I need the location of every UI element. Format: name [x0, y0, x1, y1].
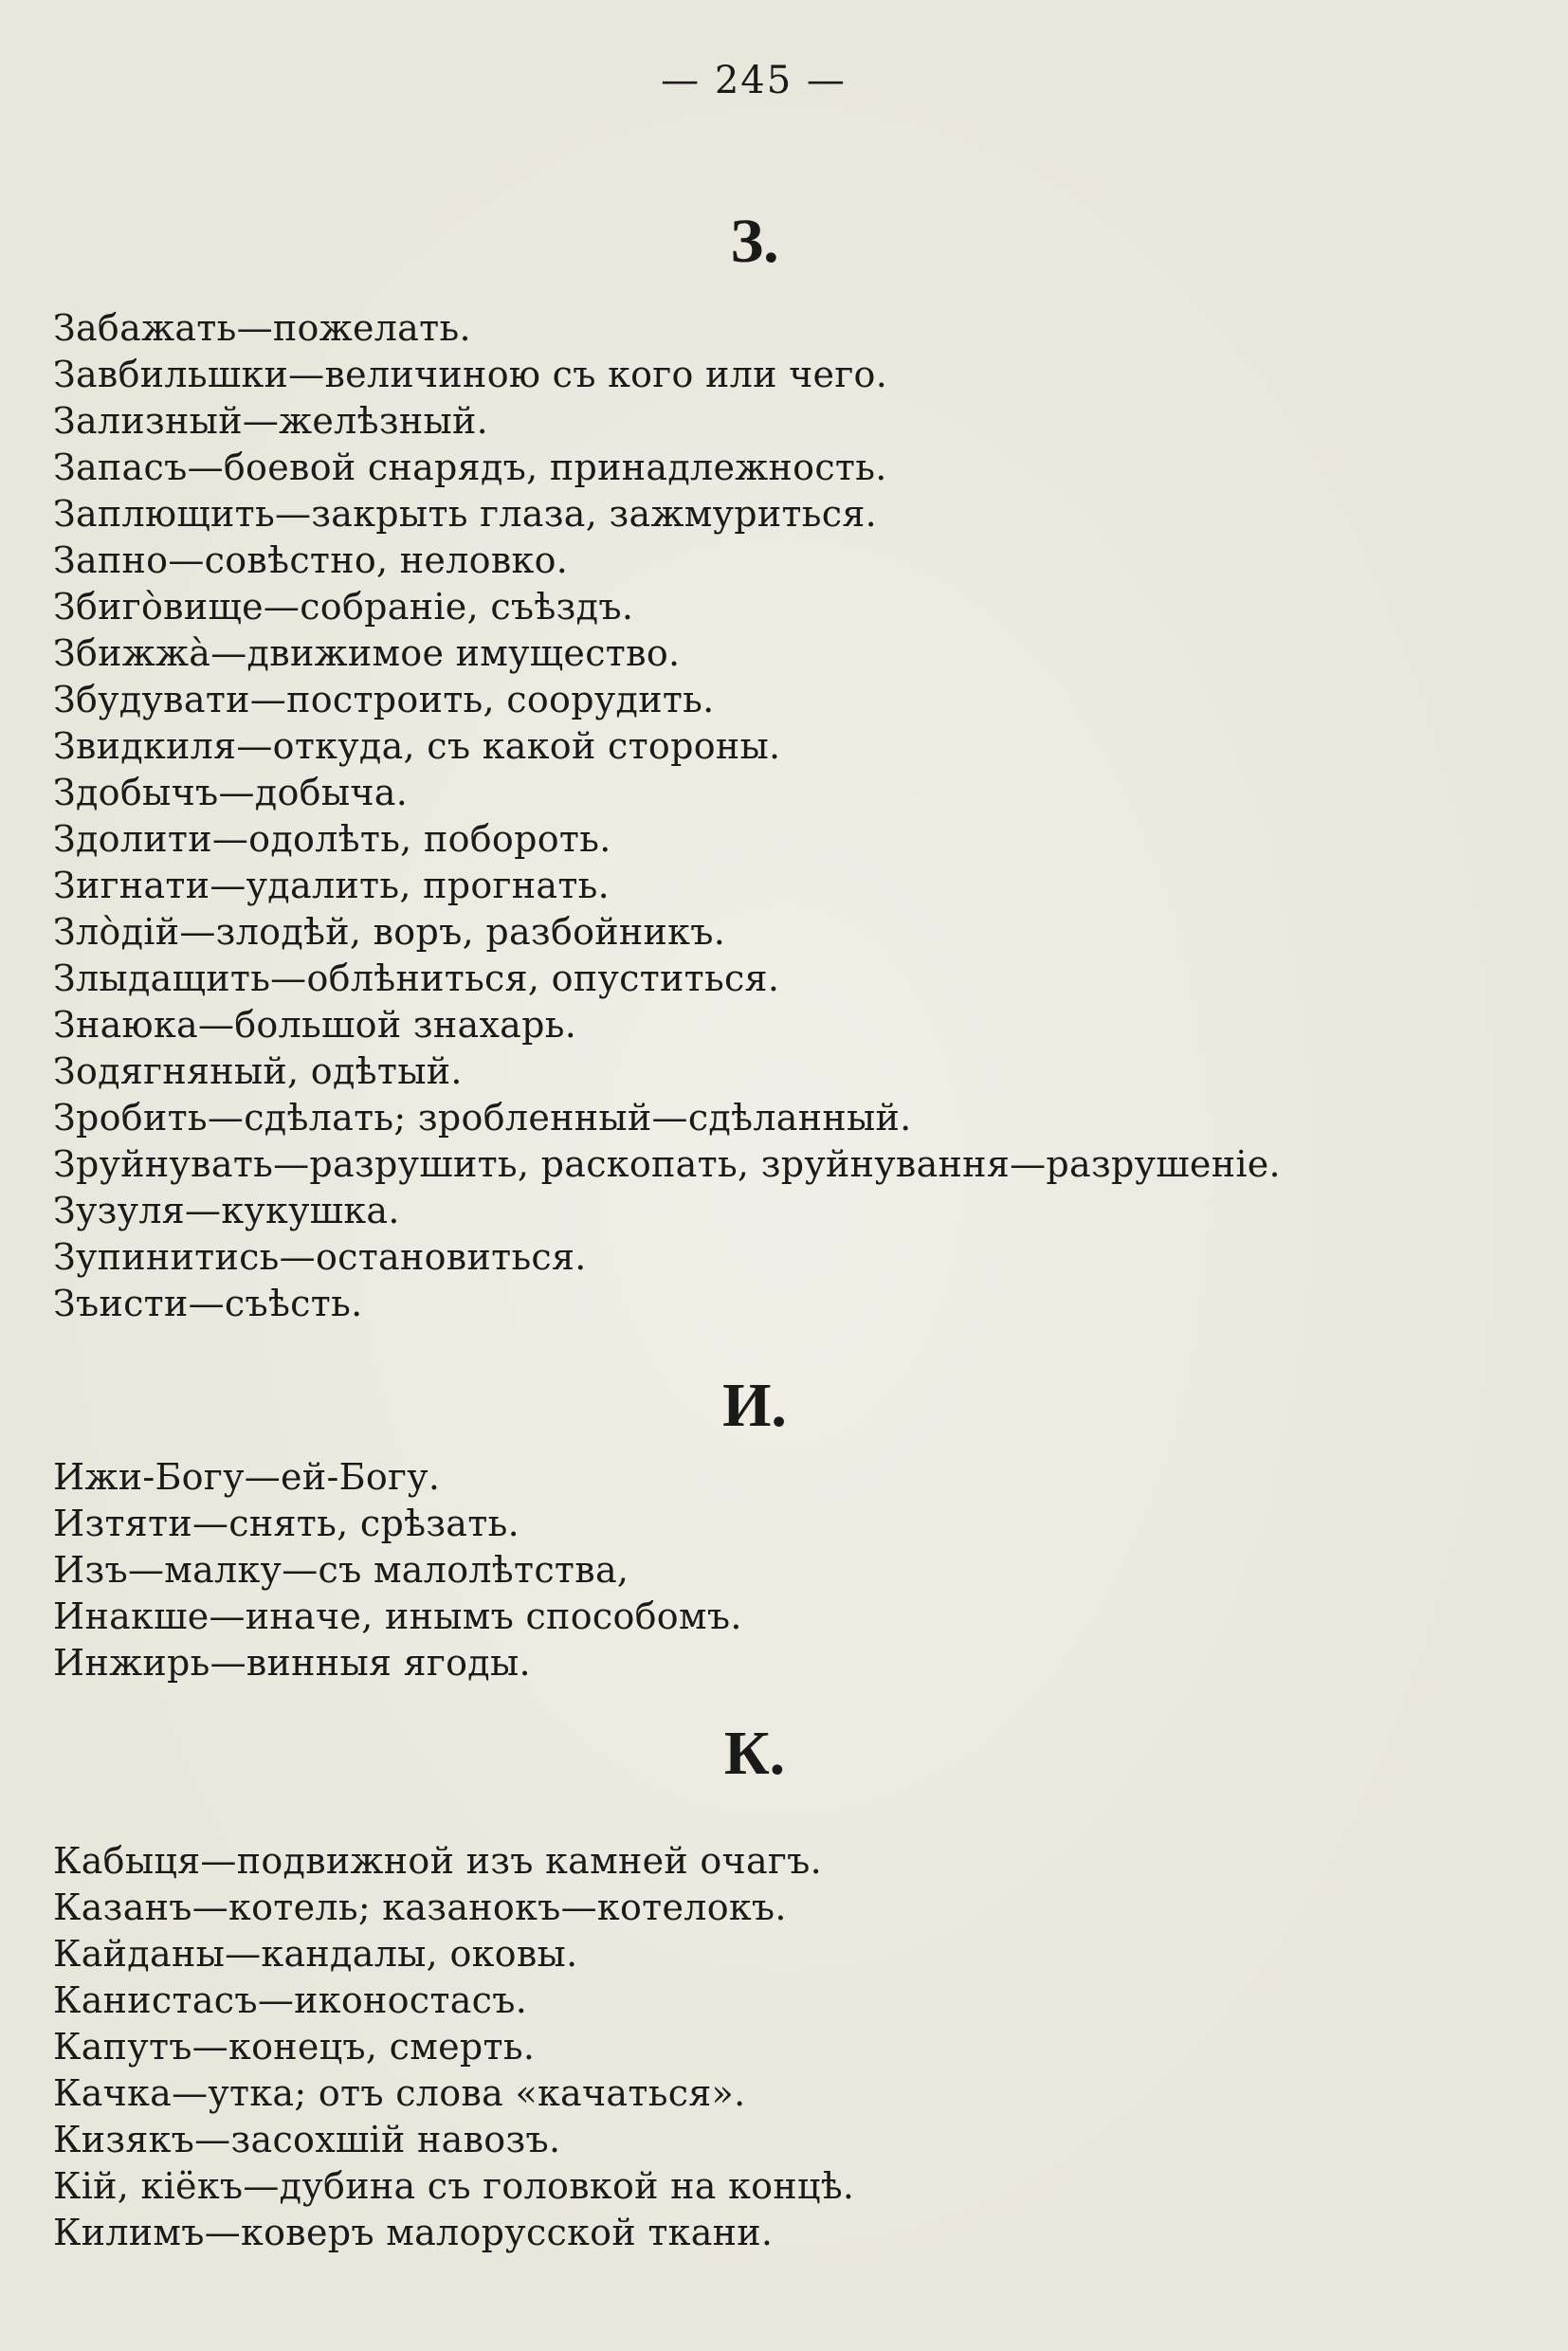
section-z — [53, 207, 1456, 1327]
glossary-entry: Запно—совѣстно, неловко. — [53, 539, 569, 581]
glossary-entry: Зализный—желѣзный. — [53, 400, 489, 442]
glossary-entry: Кій, кіёкъ—дубина съ головкой на концѣ. — [53, 2165, 855, 2207]
section-heading: К. — [723, 1719, 786, 1788]
glossary-entry: Злыдащить—облѣниться, опуститься. — [53, 957, 780, 999]
entry-list — [53, 1838, 1456, 2256]
glossary-entry: Забажать—пожелать. — [53, 307, 471, 349]
glossary-entry: Здобычъ—добыча. — [53, 772, 409, 813]
glossary-entry: Зупинитись—остановиться. — [53, 1236, 587, 1278]
glossary-entry: Збигòвище—собраніе, съѣздъ. — [53, 586, 634, 628]
glossary-entry: Заплющить—закрыть глаза, зажмуриться. — [53, 493, 878, 535]
glossary-entry: Злòдій—злодѣй, воръ, разбойникъ. — [53, 911, 726, 953]
glossary-entry: Зузуля—кукушка. — [53, 1190, 400, 1231]
glossary-entry: Збудувати—построить, соорудить. — [53, 679, 715, 720]
glossary-entry: Звидкиля—откуда, съ какой стороны. — [53, 725, 781, 767]
glossary-entry: Знаюка—большой знахарь. — [53, 1004, 577, 1046]
glossary-entry: Здолити—одолѣть, побороть. — [53, 818, 611, 860]
glossary-entry: Изъ—малку—съ малолѣтства, — [53, 1549, 629, 1591]
glossary-entry: Ижи-Богу—ей-Богу. — [53, 1456, 441, 1498]
glossary-entry: Зруйнувать—разрушить, раскопать, зруйнування—разрушеніе. — [53, 1143, 1281, 1185]
glossary-entry: Зъисти—съѣсть. — [53, 1283, 363, 1324]
glossary-entry: Капутъ—конецъ, смерть. — [53, 2026, 536, 2068]
glossary-entry: Инакше—иначе, инымъ способомъ. — [53, 1595, 742, 1637]
glossary-entry: Инжирь—винныя ягоды. — [53, 1642, 531, 1684]
glossary-entry: Зробить—сдѣлать; зробленный—сдѣланный. — [53, 1097, 912, 1139]
entry-list — [53, 1454, 1456, 1686]
glossary-entry: Канистасъ—иконостасъ. — [53, 1979, 528, 2021]
entry-list — [53, 305, 1456, 1327]
page-number: — 245 — — [661, 59, 847, 102]
glossary-entry: Кабыця—подвижной изъ камней очагъ. — [53, 1840, 823, 1882]
glossary-entry: Кизякъ—засохшій навозъ. — [53, 2119, 561, 2160]
glossary-entry: Збижжà—движимое имущество. — [53, 632, 681, 674]
section-heading: З. — [730, 207, 779, 276]
glossary-entry: Завбильшки—величиною съ кого или чего. — [53, 354, 888, 395]
glossary-entry: Кайданы—кандалы, оковы. — [53, 1933, 578, 1975]
section-k — [53, 1719, 1456, 2256]
section-heading: И. — [722, 1371, 787, 1440]
section-i — [53, 1371, 1456, 1686]
glossary-entry: Зодягняный, одѣтый. — [53, 1050, 463, 1092]
glossary-entry: Казанъ—котель; казанокъ—котелокъ. — [53, 1886, 787, 1928]
glossary-entry: Килимъ—коверъ малорусской ткани. — [53, 2212, 774, 2253]
glossary-entry: Качка—утка; отъ слова «качаться». — [53, 2072, 746, 2114]
glossary-entry: Запасъ—боевой снарядъ, принадлежность. — [53, 447, 887, 488]
glossary-entry: Зигнати—удалить, прогнать. — [53, 865, 611, 906]
glossary-entry: Изтяти—снять, срѣзать. — [53, 1503, 520, 1544]
